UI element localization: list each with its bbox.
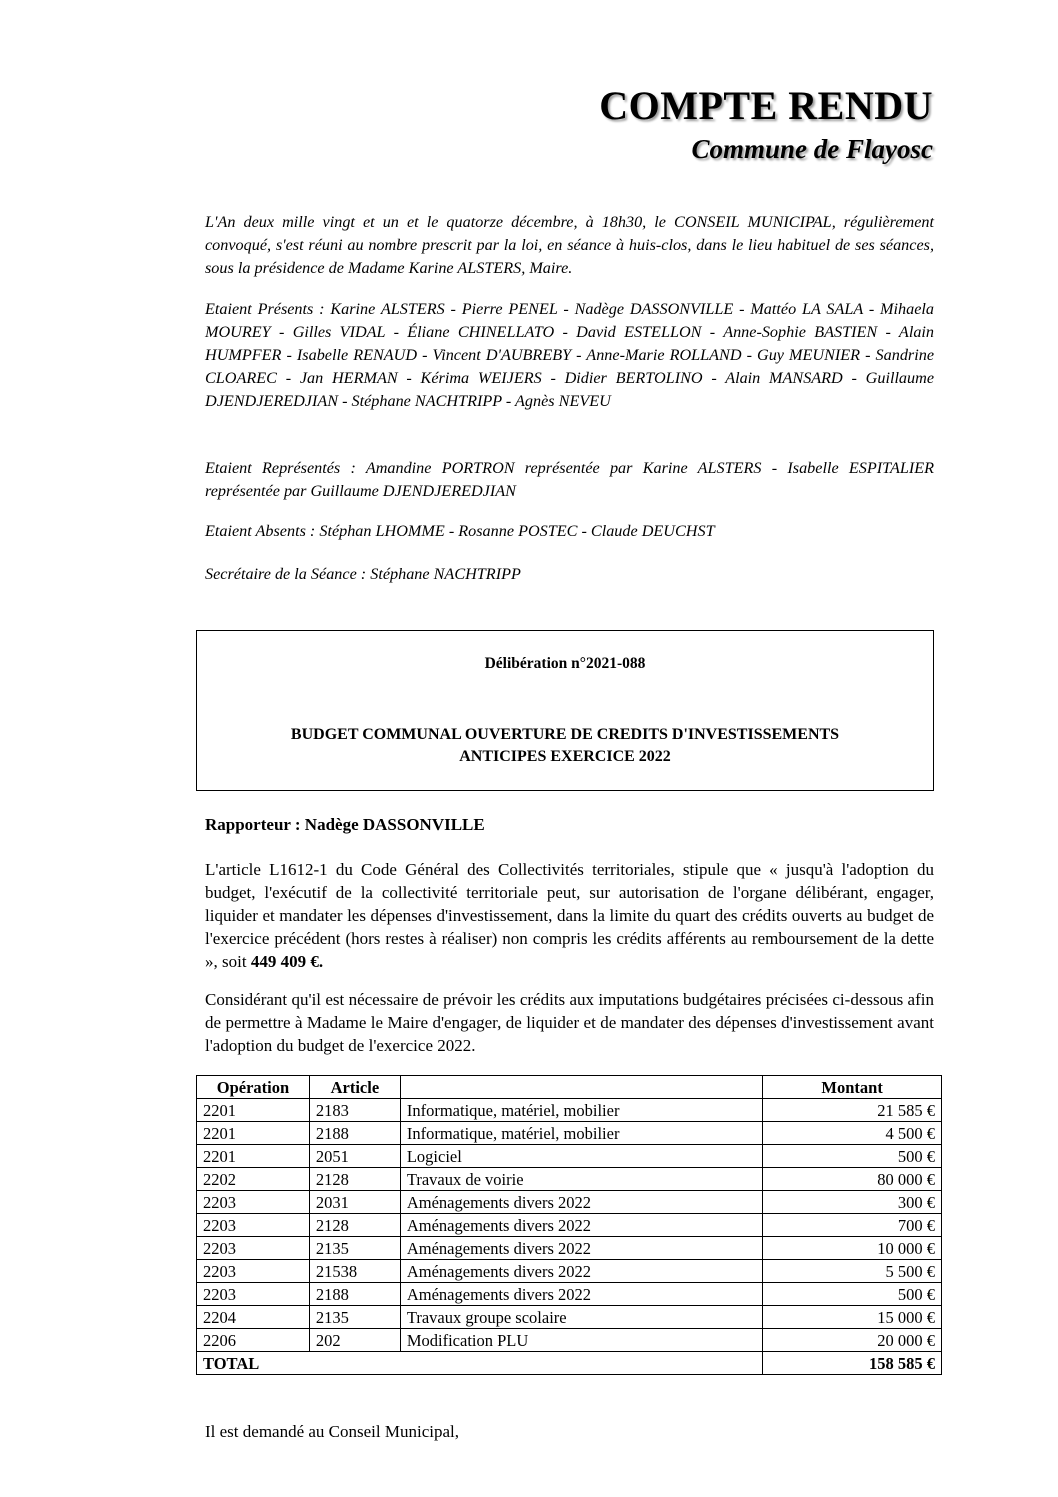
cell-operation: 2204 (197, 1306, 310, 1329)
cell-montant: 5 500 € (763, 1260, 942, 1283)
cell-article: 2051 (309, 1145, 400, 1168)
cell-operation: 2206 (197, 1329, 310, 1352)
cell-description: Aménagements divers 2022 (400, 1237, 762, 1260)
cell-description: Travaux groupe scolaire (400, 1306, 762, 1329)
table-header-row (197, 1076, 942, 1099)
cell-description: Aménagements divers 2022 (400, 1283, 762, 1306)
table-row (197, 1145, 942, 1168)
session-intro: L'An deux mille vingt et un et le quatorze décembre, à 18h30, le CONSEIL MUNICIPAL, régulièrement convoqué, s'est réuni au nombre prescrit par la loi, en séance à huis-clos, dans le lieu habituel de ses séances, sous la présidence de Madame Karine ALSTERS, Maire. (205, 213, 934, 277)
cell-article: 2135 (309, 1306, 400, 1329)
cell-description: Logiciel (400, 1145, 762, 1168)
cell-description: Informatique, matériel, mobilier (400, 1099, 762, 1122)
cell-article: 2183 (309, 1099, 400, 1122)
cell-article: 2031 (309, 1191, 400, 1214)
cell-montant: 80 000 € (763, 1168, 942, 1191)
cell-article: 21538 (309, 1260, 400, 1283)
attendees-present: Etaient Présents : Karine ALSTERS - Pierre PENEL - Nadège DASSONVILLE - Mattéo LA SALA - Mihaela MOUREY - Gilles VIDAL - Éliane CHINELLATO - David ESTELLON - Anne-Sophie BASTIEN - Alain HUMPFER - Isabelle RENAUD - Vincent D'AUBREBY - Anne-Marie ROLLAND - Guy MEUNIER - Sandrine CLOAREC - Jan HERMAN - Kérima WEIJERS - Didier BERTOLINO - Alain MANSARD - Guillaume DJENDJEREDJIAN - Stéphane NACHTRIPP - Agnès NEVEU (205, 300, 934, 410)
table-row (197, 1283, 942, 1306)
cell-description: Informatique, matériel, mobilier (400, 1122, 762, 1145)
cell-operation: 2203 (197, 1283, 310, 1306)
considerant-paragraph: Considérant qu'il est nécessaire de prévoir les crédits aux imputations budgétaires précisées ci-dessous afin de permettre à Madame le Maire d'engager, de liquider et de mandater des dépenses d'investissement avant l'adoption du budget de l'exercice 2022. (205, 990, 934, 1055)
deliberation-subject-line-1: BUDGET COMMUNAL OUVERTURE DE CREDITS D'INVESTISSEMENTS (290, 726, 840, 743)
cell-montant: 500 € (763, 1283, 942, 1306)
header-operation: Opération (197, 1076, 310, 1099)
cell-article: 2188 (309, 1122, 400, 1145)
attendees-represented: Etaient Représentés : Amandine PORTRON représentée par Karine ALSTERS - Isabelle ESPITALIER représentée par Guillaume DJENDJEREDJIAN (205, 459, 934, 500)
header-description (400, 1076, 762, 1099)
table-row (197, 1214, 942, 1237)
header-montant: Montant (763, 1076, 942, 1099)
session-secretary: Secrétaire de la Séance : Stéphane NACHTRIPP (205, 565, 521, 583)
cell-article: 2128 (309, 1168, 400, 1191)
cell-montant: 20 000 € (763, 1329, 942, 1352)
deliberation-number: Délibération n°2021-088 (484, 655, 646, 672)
deliberation-subject-line-2: ANTICIPES EXERCICE 2022 (459, 748, 671, 765)
document-header (599, 82, 933, 166)
cell-article: 2188 (309, 1283, 400, 1306)
table-row (197, 1099, 942, 1122)
table-row (197, 1306, 942, 1329)
closing-line: Il est demandé au Conseil Municipal, (205, 1422, 459, 1441)
cell-montant: 4 500 € (763, 1122, 942, 1145)
table-row (197, 1168, 942, 1191)
budget-table (196, 1075, 942, 1375)
cell-operation: 2203 (197, 1260, 310, 1283)
cell-article: 202 (309, 1329, 400, 1352)
cell-montant: 500 € (763, 1145, 942, 1168)
cell-operation: 2203 (197, 1191, 310, 1214)
commune-name: Commune de Flayosc (691, 134, 933, 164)
cell-montant: 10 000 € (763, 1237, 942, 1260)
legal-article-text: L'article L1612-1 du Code Général des Collectivités territoriales, stipule que « jusqu'à l'adoption du budget, l'exécutif de la collectivité territoriale peut, sur autorisation de l'organe délibérant, engager, liquider et mandater les dépenses d'investissement, dans la limite du quart des crédits ouverts au budget de l'exercice précédent (hors restes à réaliser) non compris les crédits afférents au remboursement de la dette », soit (205, 860, 934, 971)
cell-operation: 2201 (197, 1099, 310, 1122)
cell-operation: 2203 (197, 1237, 310, 1260)
rapporteur: Rapporteur : Nadège DASSONVILLE (205, 815, 485, 834)
cell-description: Modification PLU (400, 1329, 762, 1352)
cell-operation: 2203 (197, 1214, 310, 1237)
cell-article: 2128 (309, 1214, 400, 1237)
cell-description: Aménagements divers 2022 (400, 1191, 762, 1214)
cell-montant: 15 000 € (763, 1306, 942, 1329)
total-label: TOTAL (197, 1352, 763, 1375)
legal-article-paragraph (205, 858, 934, 973)
table-row (197, 1122, 942, 1145)
table-row (197, 1260, 942, 1283)
cell-operation: 2201 (197, 1122, 310, 1145)
cell-montant: 21 585 € (763, 1099, 942, 1122)
cell-operation: 2201 (197, 1145, 310, 1168)
cell-article: 2135 (309, 1237, 400, 1260)
cell-description: Aménagements divers 2022 (400, 1260, 762, 1283)
table-row (197, 1237, 942, 1260)
cell-montant: 300 € (763, 1191, 942, 1214)
cell-description: Travaux de voirie (400, 1168, 762, 1191)
deliberation-subject (197, 724, 933, 768)
cell-montant: 700 € (763, 1214, 942, 1237)
table-row (197, 1191, 942, 1214)
total-amount: 158 585 € (763, 1352, 942, 1375)
deliberation-box (196, 630, 934, 791)
document-title: COMPTE RENDU (599, 83, 933, 128)
header-article: Article (309, 1076, 400, 1099)
attendees-absent: Etaient Absents : Stéphan LHOMME - Rosanne POSTEC - Claude DEUCHST (205, 522, 715, 540)
credit-limit-amount: 449 409 €. (250, 952, 324, 971)
table-total-row (197, 1352, 942, 1375)
cell-operation: 2202 (197, 1168, 310, 1191)
cell-description: Aménagements divers 2022 (400, 1214, 762, 1237)
table-row (197, 1329, 942, 1352)
